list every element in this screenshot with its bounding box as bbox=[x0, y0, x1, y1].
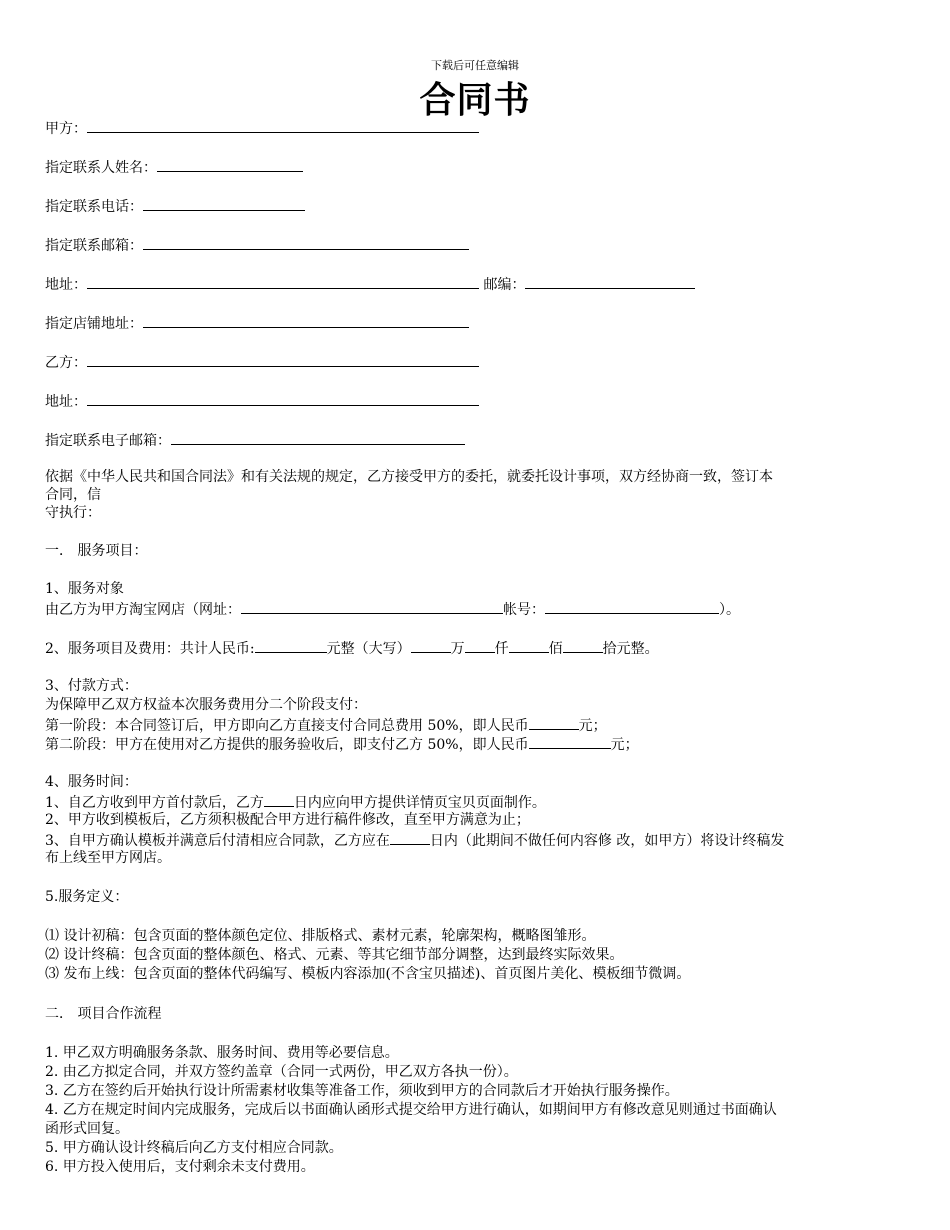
party-b-address-label: 地址： bbox=[45, 394, 87, 410]
days-field-1[interactable] bbox=[264, 792, 294, 807]
shop-url-field[interactable] bbox=[241, 599, 503, 614]
contact-phone-label: 指定联系电话： bbox=[45, 199, 143, 215]
first-payment-field[interactable] bbox=[529, 715, 579, 730]
item-5-title: 5.服务定义： bbox=[45, 889, 129, 905]
address-label: 地址： bbox=[45, 277, 87, 293]
postcode-label: 邮编： bbox=[483, 277, 526, 293]
contact-email-label: 指定联系邮箱： bbox=[45, 238, 143, 254]
item-3-line-3-text: 第二阶段：甲方在使用对乙方提供的服务验收后，即支付乙方 50%，即人民币 bbox=[45, 737, 529, 753]
contact-name-row bbox=[45, 157, 303, 177]
item-4-line-3-text-a: 3、自甲方确认模板并满意后付清相应合同款，乙方应在 bbox=[45, 833, 390, 849]
item-3-line-3 bbox=[45, 734, 639, 754]
amount-field[interactable] bbox=[255, 638, 327, 653]
step-4-line-1: 4. 乙方在规定时间内完成服务，完成后以书面确认函形式提交给甲方进行确认，如期间甲方有修改意见则通过书面确认 bbox=[45, 1102, 777, 1118]
step-4-line-2: 函形式回复。 bbox=[45, 1121, 129, 1137]
qian-field[interactable] bbox=[465, 638, 495, 653]
definition-2: ⑵ 设计终稿：包含页面的整体颜色、格式、元素、等其它细节部分调整，达到最终实际效果。 bbox=[45, 947, 624, 963]
contact-phone-field[interactable] bbox=[143, 196, 305, 211]
document-title: 合同书 bbox=[419, 79, 531, 121]
step-1: 1. 甲乙双方明确服务条款、服务时间、费用等必要信息。 bbox=[45, 1045, 399, 1061]
intro-line-1: 依据《中华人民共和国合同法》和有关法规的规定，乙方接受甲方的委托，就委托设计事项，双方经协商一致，签订本 bbox=[45, 469, 773, 485]
party-a-field[interactable] bbox=[87, 118, 479, 133]
item-2-text-c: 万 bbox=[450, 641, 465, 657]
item-4-line-2: 2、甲方收到模板后，乙方须积极配合甲方进行稿件修改，直至甲方满意为止； bbox=[45, 812, 530, 828]
address-row bbox=[45, 274, 695, 294]
item-4-line-1-text-b: 日内应向甲方提供详情页宝贝页面制作。 bbox=[293, 795, 546, 811]
party-b-email-label: 指定联系电子邮箱： bbox=[45, 433, 171, 449]
item-2-text-d: 仟 bbox=[494, 641, 509, 657]
party-a-row bbox=[45, 118, 479, 138]
party-b-address-field[interactable] bbox=[87, 391, 479, 406]
item-2-text-a: 2、服务项目及费用：共计人民币: bbox=[45, 641, 255, 657]
item-2-text-e: 佰 bbox=[548, 641, 563, 657]
header-note: 下载后可任意编辑 bbox=[431, 59, 519, 72]
intro-line-3: 守执行： bbox=[45, 505, 101, 521]
item-4-line-3-text-b: 日内（此期间不做任何内容修 改，如甲方）将设计终稿发 bbox=[429, 833, 785, 849]
store-address-label: 指定店铺地址： bbox=[45, 316, 143, 332]
party-b-address-row bbox=[45, 391, 479, 411]
item-4-title: 4、服务时间： bbox=[45, 774, 138, 790]
party-b-email-field[interactable] bbox=[171, 430, 465, 445]
step-5: 5. 甲方确认设计终稿后向乙方支付相应合同款。 bbox=[45, 1140, 343, 1156]
definition-3: ⑶ 发布上线：包含页面的整体代码编写、模板内容添加(不含宝贝描述)、首页图片美化、模板细节微调。 bbox=[45, 966, 691, 982]
contact-email-field[interactable] bbox=[143, 235, 469, 250]
step-6: 6. 甲方投入使用后，支付剩余未支付费用。 bbox=[45, 1159, 315, 1175]
item-4-line-1-text-a: 1、自乙方收到甲方首付款后，乙方 bbox=[45, 795, 264, 811]
step-3: 3. 乙方在签约后开始执行设计所需素材收集等准备工作，须收到甲方的合同款后才开始执行服务操作。 bbox=[45, 1083, 679, 1099]
address-field[interactable] bbox=[87, 274, 479, 289]
party-b-email-row bbox=[45, 430, 465, 450]
step-2: 2. 由乙方拟定合同，并双方签约盖章（合同一式两份，甲乙双方各执一份）。 bbox=[45, 1064, 518, 1080]
item-3-title: 3、付款方式： bbox=[45, 678, 138, 694]
section-1-heading: 一． 服务项目： bbox=[45, 543, 148, 559]
item-3-line-2-unit: 元； bbox=[578, 718, 607, 734]
second-payment-field[interactable] bbox=[529, 734, 611, 749]
party-b-field[interactable] bbox=[87, 352, 479, 367]
bai-field[interactable] bbox=[509, 638, 549, 653]
definition-1: ⑴ 设计初稿：包含页面的整体颜色定位、排版格式、素材元素，轮廓架构，概略图雏形。 bbox=[45, 928, 596, 944]
postcode-field[interactable] bbox=[525, 274, 695, 289]
party-b-label: 乙方： bbox=[45, 355, 87, 371]
party-a-label: 甲方： bbox=[45, 121, 87, 137]
item-3-line-3-unit: 元； bbox=[610, 737, 639, 753]
item-3-line-1: 为保障甲乙双方权益本次服务费用分二个阶段支付： bbox=[45, 697, 367, 713]
section-2-heading: 二． 项目合作流程 bbox=[45, 1006, 162, 1022]
item-2-text-f: 拾元整。 bbox=[602, 641, 659, 657]
item-1-text-b: 帐号： bbox=[503, 602, 545, 618]
contact-name-field[interactable] bbox=[157, 157, 303, 172]
item-4-line-1 bbox=[45, 792, 546, 812]
item-3-line-2-text: 第一阶段：本合同签订后，甲方即向乙方直接支付合同总费用 50%，即人民币 bbox=[45, 718, 529, 734]
wan-field[interactable] bbox=[411, 638, 451, 653]
item-2-text-b: 元整（大写） bbox=[326, 641, 411, 657]
item-1-text-a: 由乙方为甲方淘宝网店（网址： bbox=[45, 602, 241, 618]
item-1-text-c: ）。 bbox=[719, 602, 740, 618]
item-1-row bbox=[45, 599, 740, 619]
store-address-field[interactable] bbox=[143, 313, 469, 328]
store-address-row bbox=[45, 313, 469, 333]
shi-field[interactable] bbox=[563, 638, 603, 653]
item-4-line-3 bbox=[45, 830, 784, 850]
item-4-line-4: 布上线至甲方网店。 bbox=[45, 850, 171, 866]
days-field-2[interactable] bbox=[390, 830, 430, 845]
item-2-row bbox=[45, 638, 659, 658]
contact-name-label: 指定联系人姓名： bbox=[45, 160, 157, 176]
account-field[interactable] bbox=[545, 599, 719, 614]
intro-line-2: 合同，信 bbox=[45, 487, 101, 503]
contact-phone-row bbox=[45, 196, 305, 216]
party-b-row bbox=[45, 352, 479, 372]
item-1-title: 1、服务对象 bbox=[45, 581, 124, 597]
item-3-line-2 bbox=[45, 715, 607, 735]
contact-email-row bbox=[45, 235, 469, 255]
